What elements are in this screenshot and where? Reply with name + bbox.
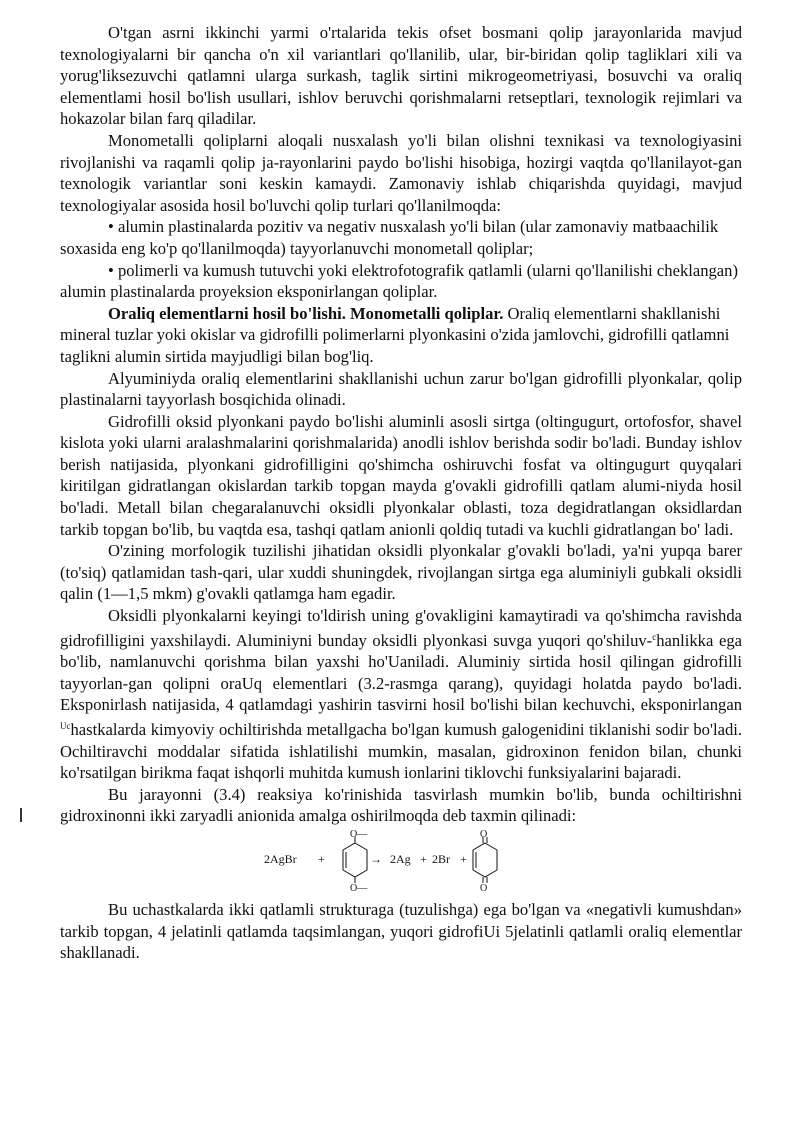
margin-mark [20,808,22,822]
formula-plus-3: + [460,851,467,866]
paragraph-heading [60,303,742,368]
section-heading: Oraliq elementlarni hosil bo'lishi. Monometalli qoliplar. [108,303,504,323]
formula-o-bottom-1: O— [350,882,368,891]
paragraph-oxide-film: Gidrofilli oksid plyonkani paydo bo'lishi aluminli asosli sirtga (oltingugurt, ortofosfor, shavel kislota yoki ularni aralashmalarini qorishmalarida) anodli ishlov berishda sodir bo'ladi. Bunday ishlov berish natijasida, plyonkani gidrofilligini qo'shimcha oshiruvchi fosfat va oltingugurt quyqalari kiritilgan gidratlangan okislardan tarkib topgan mayda g'ovakli gidrofilli qatlam alumi-niyda hosil bo'ladi. Metall bilan chegaralanuvchi oksidli plyonkalar oblasti, toza degidratlangan oksidlardan tarkib topgan bo'lib, bu vaqtda esa, tashqi qatlam anionli qoldiq tutadi va kuchli gidratlangan bo' ladi. [60,411,742,539]
formula-o-bottom-2: O [480,882,488,891]
paragraph-final: Bu uchastkalarda ikki qatlamli strukturaga (tuzulishga) ega bo'lgan va «negativli kumushdan» tarkib topgan, 4 jelatinli qatlamda taqsimlangan, yuqori gidrofiUi 5jelatinli qatlamli oraliq elementlar shakllanadi. [60,899,742,963]
document-page [60,22,742,964]
formula-plus-1: + [318,851,325,866]
formula-product-ag: 2Ag [390,851,411,866]
bullet-item-2: • polimerli va kumush tutuvchi yoki elektrofotografik qatlamli (ularni qo'llanilishi cheklangan) alumin plastinalarda proyeksion eksponirlangan qoliplar. [60,260,738,302]
quinone-ring-1 [343,837,367,883]
paragraph-reaction: Bu jarayonni (3.4) reaksiya ko'rinishida tasvirlash mumkin bo'lib, bunda ochiltirishni gidroxinonni ikki zaryadli anionida amalga oshirilmoqda deb taxmin qilinadi: [60,784,742,826]
paragraph-intro: O'tgan asrni ikkinchi yarmi o'rtalarida tekis ofset bosmani qolip jarayonlarida mavjud texnologiyalarni bir qancha o'n xil variantlari qo'llanilib, ular, bir-biridan qolip tagliklari xili va yorug'liksezuvchi qatlamni ularga surkash, taglik sirtini mikrogeometriyasi, bosuvchi va oraliq elementlami hosil bo'lish usullari, ishlov beruvchi qorishmalarni retseptlari, texnologik rejimlari va hokazolar bilan farq qiladilar. [60,23,742,129]
paragraph-monometal: Monometalli qoliplarni aloqali nusxalash yo'li bilan olishni texnikasi va texnologiyasini rivojlanishi va raqamli qolip ja-rayonlarini paydo bo'lishi hisobiga, hozirgi vaqtda qo'llanilayot-gan texnologik variantlar soni keskin kamaydi. Zamonaviy ishlab chiqarishda quyidagi, mavjud texnologiyalar asosida hosil bo'luvchi qolip turlari qo'llanilmoqda: [60,130,742,215]
formula-plus-2: + [420,851,427,866]
paragraph-morphology: O'zining morfologik tuzilishi jihatidan oksidli plyonkalar g'ovakli bo'ladi, ya'ni yupqa barer (to'siq) qatlamidan tash-qari, ular xuddi shuningdek, rivojlangan sirtga ega aluminiyli gubkali oksidli qalin (1—1,5 mkm) g'ovakli qatlamga ham egadir. [60,541,742,604]
formula-product-br: 2Br [432,851,450,866]
formula-arrow: → [370,851,382,866]
formula-reactant: 2AgBr [264,851,297,866]
formula-o-top-2: O [480,828,488,840]
heading-continuation: Oraliq elementlarni shakllanishi mineral tuzlar yoki okislar va gidrofilli polimerlarni plyonkasini o'zida jamlovchi, gidrofilli qatlamni taglikni alumin sirtida mayjudligi bilan bog'liq. [60,303,730,366]
bullet-item-1: • alumin plastinalarda pozitiv va negativ nusxalash yo'li bilan (ular zamonaviy matbaachilik soxasida eng ko'p qo'llanilmoqda) tayyorlanuvchi monometall qoliplar; [60,217,719,258]
reaction-formula [60,829,742,891]
paragraph-oxide-filling: Oksidli plyonkalarni keyingi to'ldirish uning g'ovakligini kamaytiradi va qo'shimcha ravishda gidrofilligini yaxshilaydi. Aluminiyni bunday oksidli plyonkasi suvga yuqori qo'shiluv-$^c$hanlikka ega bo'lib, namlanuvchi qorishma bilan yaxshi ho'Uaniladi. Aluminiy sirtida hosil qilingan gidrofilli tayyorlan-gan qolipni oraUq elementlari (3.2-rasmga qarang), quyidagi holatda paydo bo'ladi. Eksponirlash natijasida, 4 qatlamdagi yashirin tasvirni hosil bo'lishi bilan kechuvchi, eksponirlangan $^{Uc}$hastkalarda kimyoviy ochiltirishda metallgacha bo'lgan kumush galogenidini tiklanishi sodir bo'ladi. Ochiltiravchi moddalar sifatida ishlatilishi mumkin, masalan, gidroxinon fenidon bilan, chunki ko'rsatilgan birikma faqat ishqorli muhitda kumush ionlarini tiklovchi funksiyalarini bajaradi. [60,606,742,783]
formula-o-top-1: O— [350,828,368,840]
quinone-ring-2 [473,837,497,883]
paragraph-aluminium: Alyuminiyda oraliq elementlarini shakllanishi uchun zarur bo'lgan gidrofilli plyonkalar, qolip plastinalarni tayyorlash bosqichida olinadi. [60,368,742,410]
reaction-formula-svg [260,829,560,891]
